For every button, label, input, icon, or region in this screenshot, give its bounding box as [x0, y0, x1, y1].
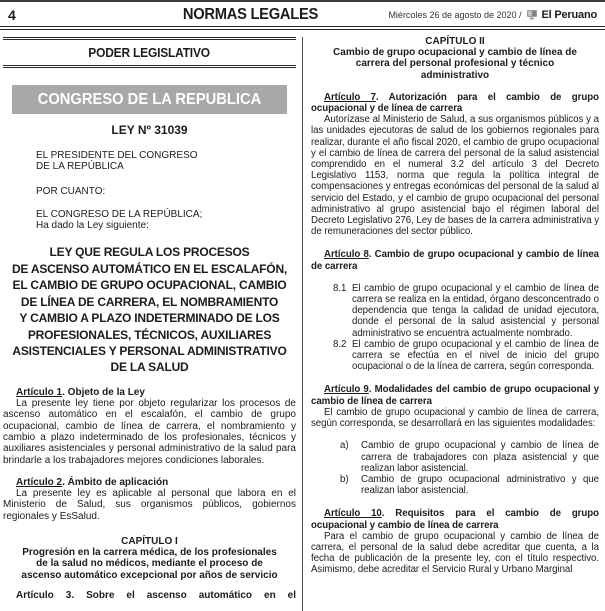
el-peruano-brand: El Peruano: [541, 9, 597, 21]
chapter-2-subtitle: Cambio de grupo ocupacional y cambio de línea de carrera del personal profesional y técnico administrativo: [333, 47, 577, 81]
law-title-line: DE LA SALUD: [110, 360, 189, 375]
article-7-body: Autorízase al Ministerio de Salud, a sus organismos públicos y a las unidades ejecutoras de salud de los gobiernos regionales para realizar, durante el año fiscal 2020, el cambio de grupo ocupacional y el cambio de línea de carrera del personal de la salud asistencial comprendido en el numeral 3.2 del artículo 3 del Decreto Legislativo 1153, norma que regula la política integral de compensaciones y entregas económicas del personal de la salud al servicio del Estado, y el cambio de grupo ocupacional del personal administrativo al grupo asistencial bajo el régimen laboral del Decreto Legislativo 276, Ley de bases de la carrera administrativa y de remuneraciones del sector público.: [311, 114, 599, 238]
law-title-line: LEY QUE REGULA LOS PROCESOS: [49, 245, 250, 260]
article-7-label: Artículo 7: [324, 91, 376, 103]
por-cuanto: POR CUANTO:: [36, 185, 106, 197]
section-title-text: NORMAS LEGALES: [182, 6, 318, 23]
item-marker: b): [340, 473, 349, 485]
law-number: LEY Nº 31039: [111, 123, 188, 137]
content-columns: [0, 30, 605, 611]
article-8-heading: [311, 249, 599, 271]
article-8-items: [333, 283, 599, 373]
article-2-label: Artículo 2: [16, 476, 63, 488]
congreso-banner-text: CONGRESO DE LA REPUBLICA: [37, 91, 262, 108]
ha-dado-line: Ha dado la Ley siguiente:: [36, 220, 149, 232]
left-column: [0, 30, 302, 611]
article-8-label: Artículo 8: [324, 249, 369, 261]
law-title: [3, 244, 296, 375]
congreso-banner: [12, 85, 287, 114]
article-1-heading: [3, 387, 296, 398]
numbered-item-8-2: [333, 339, 599, 373]
item-text: Cambio de grupo ocupacional administrativo y que realizan labor asistencial.: [361, 473, 599, 497]
poder-legislativo-kicker: PODER LEGISLATIVO: [88, 45, 211, 60]
section-title: [128, 6, 372, 24]
item-text: Cambio de grupo ocupacional y cambio de línea de carrera de trabajadores con plaza asistencial y que realizan labor asistencial.: [361, 440, 599, 474]
law-title-line: DE ASCENSO AUTOMÁTICO EN EL ESCALAFÓN,: [11, 261, 288, 276]
issue-date: Miércoles 26 de agosto de 2020 /: [388, 10, 522, 20]
item-text: El cambio de grupo ocupacional y el cambio de línea de carrera se realiza en la entidad, órgano desconcentrado o dependencia que tenga la calidad de unidad ejecutora, donde el personal de la salud asistencial y personal administrativo se encuentra actualmente nombrado.: [352, 282, 599, 339]
lettered-item-b: [340, 474, 599, 496]
article-7-heading: [311, 92, 599, 114]
article-9-body: El cambio de grupo ocupacional y cambio de línea de carrera, según corresponda, se desarrollará en las siguientes modalidades:: [311, 406, 599, 430]
item-marker: a): [340, 440, 349, 452]
law-title-line: Y CAMBIO A PLAZO INDETERMINADO DE LOS: [19, 311, 280, 326]
page-number: 4: [8, 7, 16, 23]
article-10-heading: [311, 508, 599, 530]
chapter-2-title: CAPÍTULO II: [425, 36, 485, 47]
chapter-1-subtitle: Progresión en la carrera médica, de los profesionales de la salud no médicos, mediante el proceso de ascenso automático excepcional por años de servicio: [21, 547, 278, 581]
poder-legislativo-box: [3, 37, 296, 68]
chapter-1-heading: [3, 536, 296, 581]
article-10-body: Para el cambio de grupo ocupacional y cambio de línea de carrera, el personal de la salud debe acreditar que cuenta, a la fecha de publicación de la presente ley, con el título respectivo. Asimismo, debe acreditar el Servicio Rural y Urbano Marginal: [311, 530, 599, 576]
right-column: [303, 30, 605, 611]
item-number: 8.2: [333, 338, 347, 350]
article-10-title: . Requisitos para el cambio de grupo ocupacional y cambio de línea de carrera: [311, 508, 600, 531]
numbered-item-8-1: [333, 283, 599, 339]
chapter-2-heading: [311, 36, 599, 81]
chapter-1-title: CAPÍTULO I: [121, 536, 178, 547]
article-1-title: . Objeto de la Ley: [62, 386, 145, 398]
law-title-line: ASISTENCIALES Y PERSONAL ADMINISTRATIVO: [12, 343, 287, 358]
president-line: EL PRESIDENTE DEL CONGRESO: [36, 150, 198, 161]
law-title-line: PROFESIONALES, TÉCNICOS, AUXILIARES: [27, 327, 272, 342]
article-9-list: [340, 440, 599, 496]
article-7-title: . Autorización para el cambio de grupo ocupacional y de línea de carrera: [311, 91, 599, 115]
article-10-label: Artículo 10: [324, 508, 382, 520]
article-2-title: . Ámbito de aplicación: [62, 476, 169, 488]
lettered-item-a: [340, 440, 599, 474]
president-block: [36, 150, 296, 173]
masthead-right: [372, 9, 597, 21]
article-8-title: . Cambio de grupo ocupacional y cambio de línea de carrera: [311, 249, 599, 272]
president-line: DE LA REPÚBLICA: [36, 161, 124, 173]
law-title-line: DE LÍNEA DE CARRERA, EL NOMBRAMIENTO: [20, 294, 279, 309]
article-9-label: Artículo 9: [324, 384, 369, 396]
article-9-title: . Modalidades del cambio de grupo ocupacional y cambio de línea de carrera: [311, 384, 599, 407]
law-title-line: EL CAMBIO DE GRUPO OCUPACIONAL, CAMBIO: [12, 278, 287, 293]
article-2-heading: [3, 477, 296, 488]
article-3-heading-partial: Artículo 3. Sobre el ascenso automático en el: [16, 589, 296, 601]
article-9-heading: [311, 384, 599, 406]
article-1-label: Artículo 1: [16, 386, 63, 398]
masthead: [0, 0, 605, 26]
el-peruano-logo-icon: [526, 9, 538, 21]
congreso-line: EL CONGRESO DE LA REPÚBLICA;: [36, 208, 203, 220]
article-2-body: La presente ley es aplicable al personal que labora en el Ministerio de Salud, sus organismos públicos, gobiernos regionales y EsSalud.: [3, 488, 296, 522]
item-number: 8.1: [333, 282, 347, 294]
item-text: El cambio de grupo ocupacional y el cambio de línea de carrera se efectúa en el nivel de inicio del grupo ocupacional o de la línea de carrera, según corresponda.: [352, 338, 599, 373]
article-1-body: La presente ley tiene por objeto regularizar los procesos de ascenso automático en el escalafón, el cambio de grupo ocupacional, cambio de línea de carrera, el nombramiento y cambio a plazo indeterminado de los profesionales, técnicos y auxiliares asistenciales y personal administrativo de la salud para brindarle a los trabajadores mejores condiciones laborales.: [3, 398, 296, 466]
